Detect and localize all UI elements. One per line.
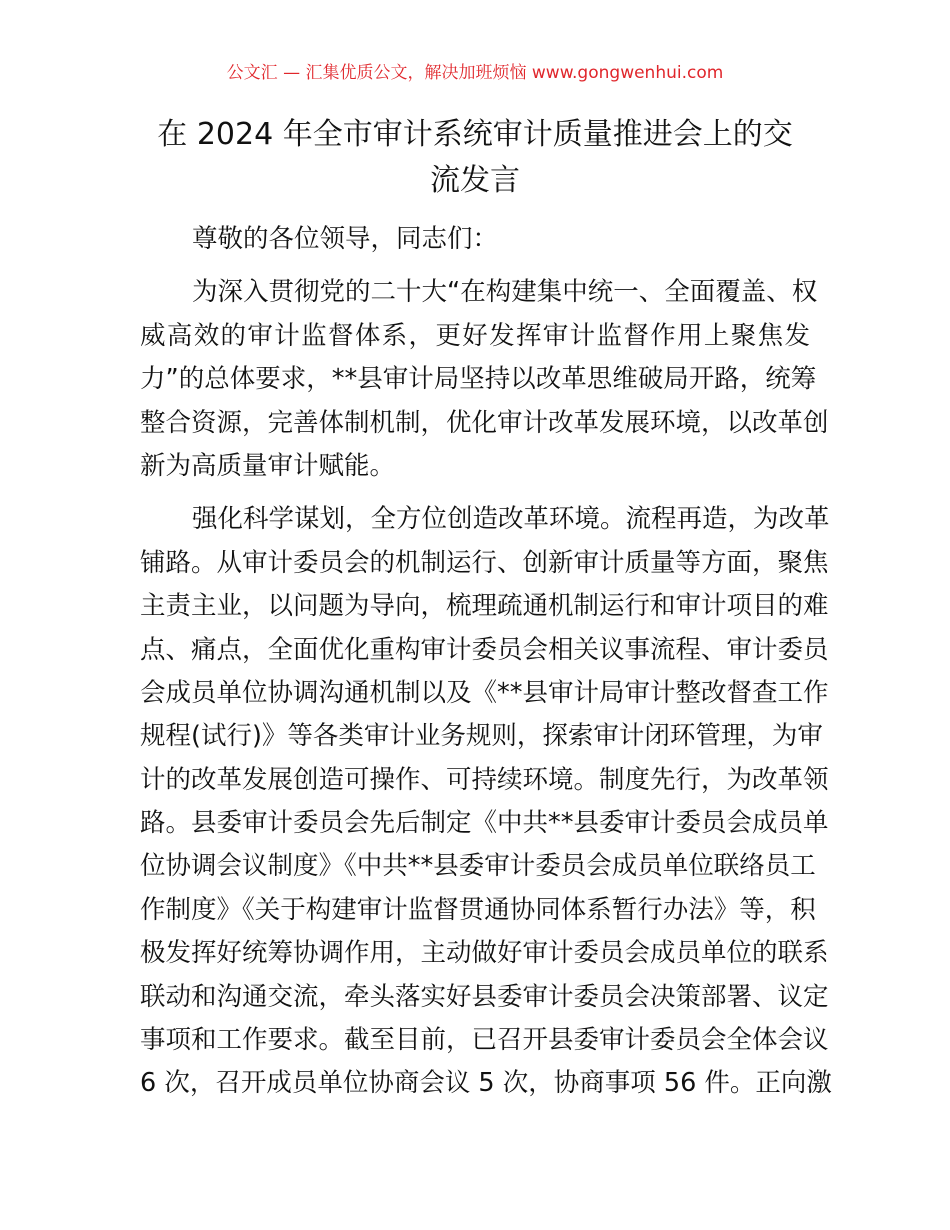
greeting: 尊敬的各位领导，同志们： — [192, 224, 499, 254]
title-line: 流发言 — [430, 163, 520, 198]
paragraph — [140, 271, 829, 488]
watermark-banner: 公文汇 — 汇集优质公文，解决加班烦恼 www.gongwenhui.com — [226, 63, 724, 83]
text-line: 点、痛点，全面优化重构审计委员会相关议事流程、审计委员 — [140, 634, 829, 665]
text-line: 会成员单位协调沟通机制以及《**县审计局审计整改督查工作 — [140, 677, 829, 708]
text-line: 力”的总体要求，**县审计局坚持以改革思维破局开路，统筹 — [140, 364, 817, 395]
document-title — [140, 112, 810, 204]
text-line: 6 次，召开成员单位协商会议 5 次，协商事项 56 件。正向激 — [140, 1068, 832, 1099]
text-line: 极发挥好统筹协调作用，主动做好审计委员会成员单位的联系 — [140, 938, 829, 969]
text-line: 强化科学谋划，全方位创造改革环境。流程再造，为改革 — [192, 504, 830, 535]
title-line: 在 2024 年全市审计系统审计质量推进会上的交 — [157, 117, 793, 152]
paragraph — [140, 498, 832, 1105]
text-line: 整合资源，完善体制机制，优化审计改革发展环境，以改革创 — [140, 407, 829, 438]
text-line: 计的改革发展创造可操作、可持续环境。制度先行，为改革领 — [140, 764, 829, 795]
document-body — [140, 218, 832, 1116]
text-line: 新为高质量审计赋能。 — [140, 450, 396, 481]
text-line: 主责主业，以问题为导向，梳理疏通机制运行和审计项目的难 — [140, 591, 829, 622]
text-line: 规程(试行)》等各类审计业务规则，探索审计闭环管理，为审 — [140, 721, 823, 752]
text-line: 威高效的审计监督体系，更好发挥审计监督作用上聚焦发 — [140, 320, 810, 351]
text-line: 路。县委审计委员会先后制定《中共**县委审计委员会成员单 — [140, 808, 829, 839]
text-line: 联动和沟通交流，牵头落实好县委审计委员会决策部署、议定 — [140, 981, 829, 1012]
text-line: 作制度》《关于构建审计监督贯通协同体系暂行办法》等，积 — [140, 894, 816, 925]
text-line: 为深入贯彻党的二十大“在构建集中统一、全面覆盖、权 — [192, 277, 818, 308]
text-line: 事项和工作要求。截至目前，已召开县委审计委员会全体会议 — [140, 1025, 829, 1056]
text-line: 铺路。从审计委员会的机制运行、创新审计质量等方面，聚焦 — [140, 547, 829, 578]
text-line: 位协调会议制度》《中共**县委审计委员会成员单位联络员工 — [140, 851, 816, 882]
